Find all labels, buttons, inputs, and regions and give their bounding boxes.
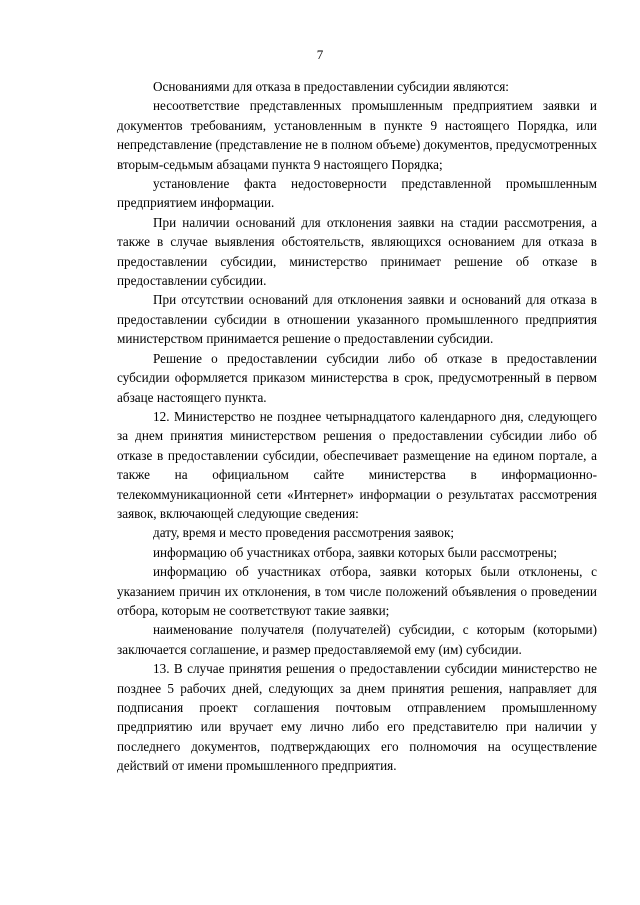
paragraph-info-date: дату, время и место проведения рассмотрения заявок; [153,525,455,541]
paragraph-item-13: 13. В случае принятия решения о предоставлении субсидии министерство не позднее 5 рабочих дней, следующих за днем принятия решения, направляет для подписания проект соглашения почтовым отправлением промышленному предприятию или вручает ему лично либо его представителю при наличии у последнего документов, подтверждающих его полномочия на осуществление действий от имени промышленного предприятия. [117,661,597,774]
paragraph-info-reviewed: информацию об участниках отбора, заявки которых были рассмотрены; [153,544,558,560]
paragraph-info-recipient: наименование получателя (получателей) субсидии, с которым (которыми) заключается соглашение, и размер предоставляемой ему (им) субсидии. [117,622,597,657]
paragraph-grant-decision: При отсутствии оснований для отклонения заявки и оснований для отказа в предоставлении субсидии в отношении указанного промышленного предприятия министерством принимается решение о предоставлении субсидии. [117,292,597,347]
paragraph-ground-inaccuracy: установление факта недостоверности представленной промышленным предприятием информации. [117,176,597,211]
paragraph-refusal-decision: При наличии оснований для отклонения заявки на стадии рассмотрения, а также в случае выявления обстоятельств, являющихся основанием для отказа в предоставлении субсидии, министерство принимает решение об отказе в предоставлении субсидии. [117,214,597,289]
paragraph-item-12: 12. Министерство не позднее четырнадцатого календарного дня, следующего за днем принятия министерством решения о предоставлении субсидии либо об отказе в предоставлении субсидии, обеспечивает размещение на едином портале, а также на официальном сайте министерства в информационно-телекоммуникационной сети «Интернет» информации о результатах рассмотрения заявок, включающей следующие сведения: [117,408,597,521]
paragraph-ground-noncompliance: несоответствие представленных промышленным предприятием заявки и документов требованиям, установленным в пункте 9 настоящего Порядка, или непредставление (представление не в полном объеме) документов, предусмотренных вторым-седьмым абзацами пункта 9 настоящего Порядка; [117,98,597,172]
paragraph-grounds-intro: Основаниями для отказа в предоставлении субсидии являются: [153,79,509,94]
paragraph-info-rejected: информацию об участниках отбора, заявки которых были отклонены, с указанием причин их отклонения, в том числе положений объявления о проведении отбора, которым не соответствуют такие заявки; [117,564,597,618]
document-body [117,77,597,776]
paragraph-decision-order: Решение о предоставлении субсидии либо об отказе в предоставлении субсидии оформляется приказом министерства в срок, предусмотренный в первом абзаце настоящего пункта. [117,350,597,405]
page-number: 7 [316,47,324,62]
